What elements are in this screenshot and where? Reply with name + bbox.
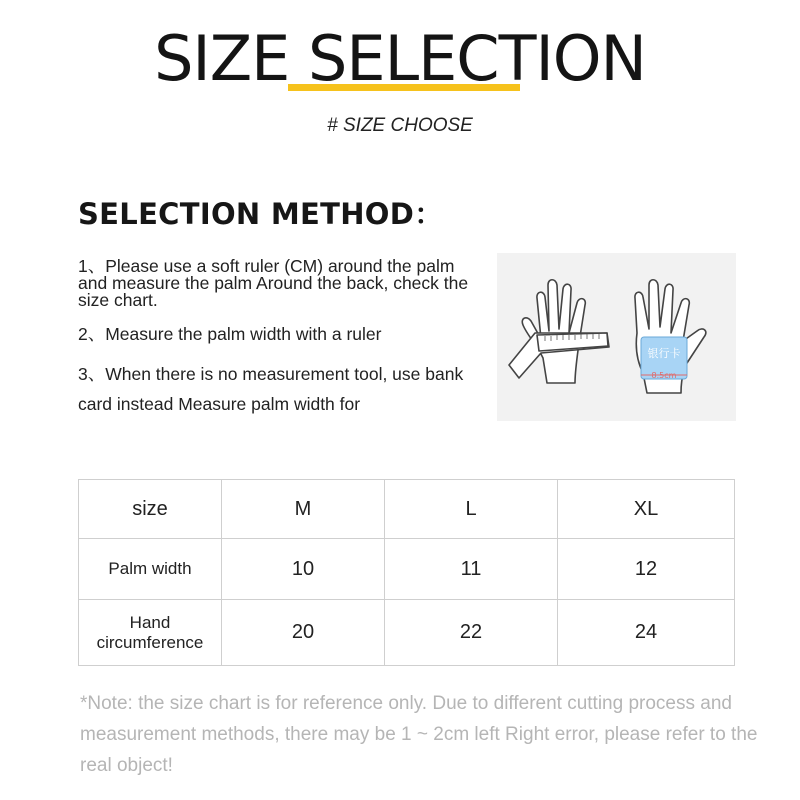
card-width-label: 8.5cm — [651, 371, 677, 380]
disclaimer-note: *Note: the size chart is for reference only. Due to different cutting process and measurement methods, there may be 1 ~ 2cm left Right error, please refer to the real object! — [80, 693, 758, 776]
hand-with-ruler-icon — [509, 280, 609, 383]
table-row — [79, 539, 735, 600]
table-cell: 22 — [385, 600, 558, 666]
table-header-cell: XL — [558, 480, 735, 539]
section-heading: SELECTION METHOD： — [78, 197, 444, 231]
page-subtitle: # SIZE CHOOSE — [327, 115, 473, 136]
row-label: Hand circumference — [79, 600, 222, 666]
card-label: 银行卡 — [647, 347, 681, 360]
size-table — [78, 479, 735, 666]
step-2: 2、Measure the palm width with a ruler — [78, 324, 382, 344]
steps-list — [78, 258, 478, 419]
step-3: 3、When there is no measurement tool, use bank card instead Measure palm width for — [78, 364, 464, 414]
table-header-cell: L — [385, 480, 558, 539]
row-label: Palm width — [79, 539, 222, 600]
table-cell: 10 — [222, 539, 385, 600]
measurement-illustration — [497, 253, 736, 421]
table-header-cell: M — [222, 480, 385, 539]
table-row — [79, 600, 735, 666]
table-cell: 20 — [222, 600, 385, 666]
page-title: SIZE SELECTION — [154, 22, 646, 95]
table-cell: 24 — [558, 600, 735, 666]
table-cell: 11 — [385, 539, 558, 600]
table-cell: 12 — [558, 539, 735, 600]
step-1: 1、Please use a soft ruler (CM) around the palm and measure the palm Around the back, check the size chart. — [78, 256, 469, 310]
table-header-cell: size — [79, 480, 222, 539]
table-header-row — [79, 480, 735, 539]
